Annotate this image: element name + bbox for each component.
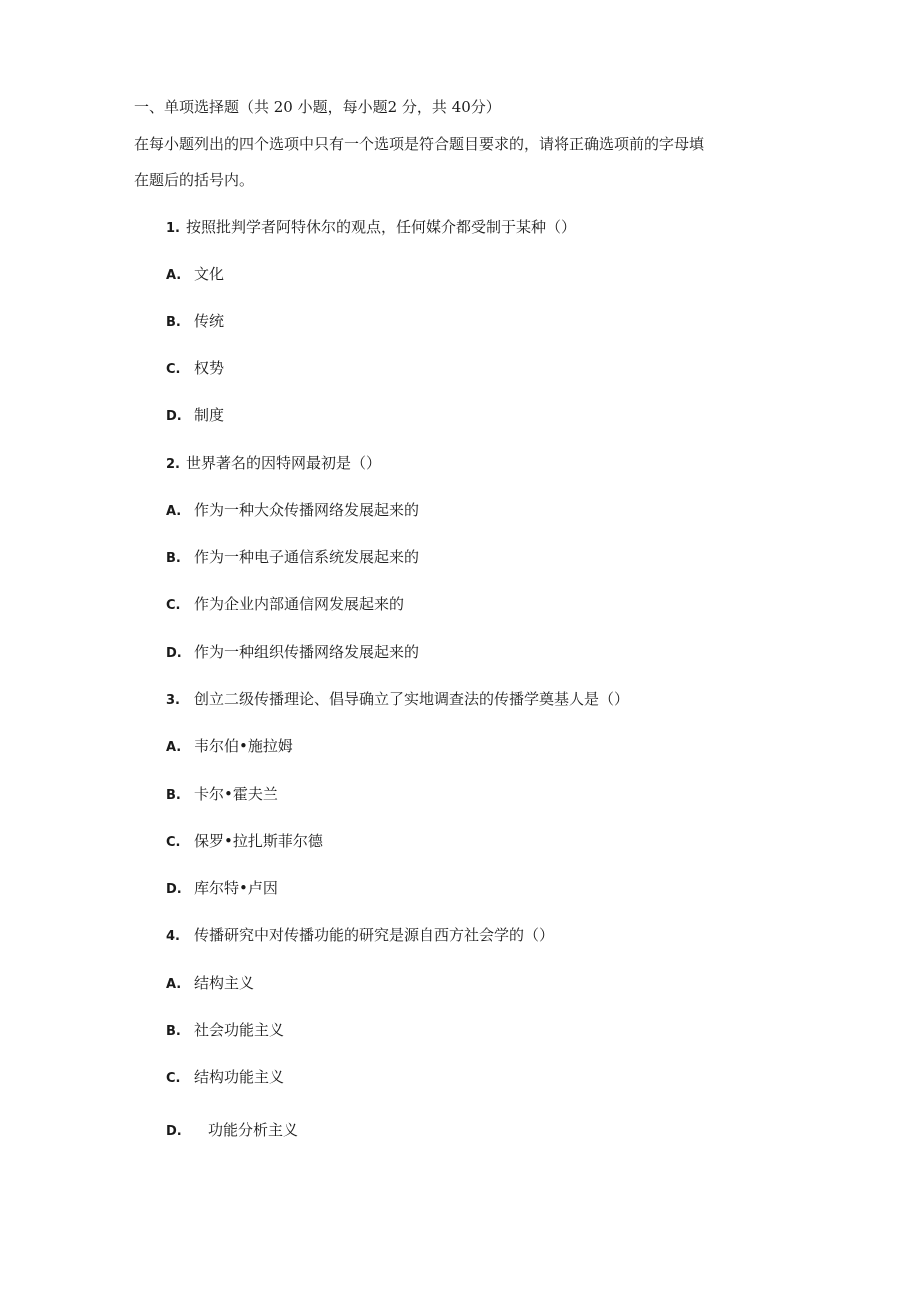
option-text: 结构主义: [194, 974, 255, 992]
option-letter: A.: [166, 977, 182, 992]
question-2: [166, 453, 381, 475]
question-number: 3.: [166, 693, 180, 708]
option-text: 作为企业内部通信网发展起来的: [194, 595, 405, 613]
option-text: 制度: [194, 406, 225, 424]
option-1c: [166, 358, 224, 380]
option-2d: [166, 642, 419, 664]
option-text: 作为一种大众传播网络发展起来的: [194, 501, 420, 519]
option-text: 卡尔•霍夫兰: [194, 785, 278, 803]
option-text: 功能分析主义: [208, 1121, 299, 1139]
question-3: [166, 689, 629, 711]
option-letter: A.: [166, 504, 182, 519]
instruction-line-1: 在每小题列出的四个选项中只有一个选项是符合题目要求的，请将正确选项前的字母填: [134, 135, 705, 153]
option-letter: C.: [166, 362, 181, 377]
option-letter: B.: [166, 551, 181, 566]
option-4d: [166, 1120, 298, 1142]
option-4b: [166, 1020, 284, 1042]
option-letter: D.: [166, 1124, 182, 1139]
option-letter: B.: [166, 788, 181, 803]
option-3b: [166, 784, 278, 806]
question-text: 按照批判学者阿特休尔的观点，任何媒介都受制于某种（）: [185, 218, 576, 236]
option-2a: [166, 500, 419, 522]
option-letter: D.: [166, 646, 182, 661]
option-text: 传统: [194, 312, 225, 330]
option-letter: D.: [166, 409, 182, 424]
question-number: 2.: [166, 457, 180, 472]
option-letter: A.: [166, 740, 182, 755]
option-3a: [166, 736, 293, 758]
question-text: 创立二级传播理论、倡导确立了实地调查法的传播学奠基人是（）: [194, 690, 630, 708]
question-text: 传播研究中对传播功能的研究是源自西方社会学的（）: [194, 926, 555, 944]
option-letter: D.: [166, 882, 182, 897]
option-text: 社会功能主义: [194, 1021, 285, 1039]
option-1b: [166, 311, 224, 333]
question-number: 4.: [166, 929, 180, 944]
question-number: 1.: [166, 221, 180, 236]
option-letter: C.: [166, 835, 181, 850]
option-2b: [166, 547, 419, 569]
option-4c: [166, 1067, 284, 1089]
option-3c: [166, 831, 323, 853]
option-text: 结构功能主义: [194, 1068, 285, 1086]
option-3d: [166, 878, 278, 900]
option-2c: [166, 594, 404, 616]
option-text: 保罗•拉扎斯菲尔德: [194, 832, 323, 850]
option-text: 权势: [194, 359, 225, 377]
option-text: 文化: [194, 265, 225, 283]
option-letter: C.: [166, 1071, 181, 1086]
option-4a: [166, 973, 254, 995]
option-letter: A.: [166, 268, 182, 283]
option-text: 韦尔伯•施拉姆: [194, 737, 293, 755]
option-text: 库尔特•卢因: [194, 879, 278, 897]
option-letter: C.: [166, 598, 181, 613]
option-letter: B.: [166, 315, 181, 330]
question-1: [166, 217, 576, 239]
option-text: 作为一种电子通信系统发展起来的: [194, 548, 420, 566]
section-title: 一、单项选择题（共 20 小题，每小题2 分，共 40分）: [134, 98, 501, 116]
option-text: 作为一种组织传播网络发展起来的: [194, 643, 420, 661]
option-1a: [166, 264, 224, 286]
instruction-line-2: 在题后的括号内。: [134, 171, 255, 189]
question-text: 世界著名的因特网最初是（）: [185, 454, 381, 472]
question-4: [166, 925, 554, 947]
option-1d: [166, 405, 224, 427]
option-letter: B.: [166, 1024, 181, 1039]
